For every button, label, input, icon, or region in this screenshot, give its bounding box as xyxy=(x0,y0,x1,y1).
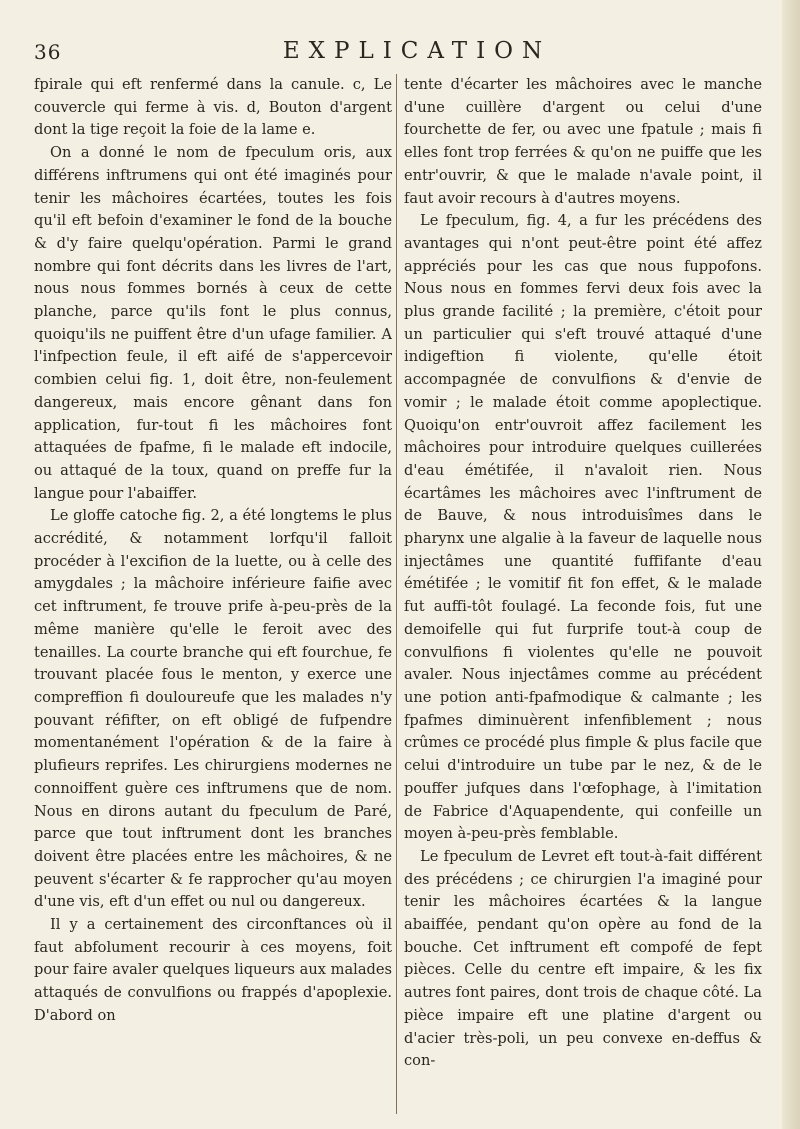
running-title: EXPLICATION xyxy=(282,38,552,64)
page-edge xyxy=(782,0,800,1129)
column-divider xyxy=(396,74,397,1114)
page-header xyxy=(34,38,760,68)
paragraph: On a donné le nom de fpeculum oris, aux différens inftrumens qui ont été imaginés pour tenir les mâchoires écartées, toutes les fois qu'il eft befoin d'examiner le fond de la bouche & d'y faire quelqu'opération. Parmi le grand nombre qui font décrits dans les livres de l'art, nous nous fommes bornés à ceux de cette planche, parce qu'ils font le plus connus, quoiqu'ils ne puiffent être d'un ufage familier. A l'infpection feule, il eft aifé de s'appercevoir combien celui fig. 1, doit être, non-feulement dangereux, mais encore gênant dans fon application, fur-tout fi les mâchoires font attaquées de fpafme, fi le malade eft indocile, ou attaqué de la toux, quand on preffe fur la langue pour l'abaiffer. xyxy=(34,144,392,502)
paragraph: tente d'écarter les mâchoires avec le manche d'une cuillère d'argent ou celui d'une fourchette de fer, ou avec une fpatule ; mais fi elles font trop ferrées & qu'on ne puiffe que les entr'ouvrir, & que le malade n'avale point, il faut avoir recours à d'autres moyens. xyxy=(404,76,762,207)
left-column xyxy=(34,74,392,1114)
paragraph: Le fpeculum, fig. 4, a fur les précédens des avantages qui n'ont peut-être point été affez appréciés pour les cas que nous fuppofons. Nous nous en fommes fervi deux fois avec la plus grande facilité ; la première, c'étoit pour un particulier qui s'eft trouvé attaqué d'une indigeftion fi violente, qu'elle étoit accompagnée de convulfions & d'envie de vomir ; le malade étoit comme apoplectique. Quoiqu'on entr'ouvroit affez facilement les mâchoires pour introduire quelques cuillerées d'eau émétifée, il n'avaloit rien. Nous écartâmes les mâchoires avec l'inftrument de de Bauve, & nous introduisîmes dans le pharynx une algalie à la faveur de laquelle nous injectâmes une quantité fuffifante d'eau émétifée ; le vomitif fit fon effet, & le malade fut auffi-tôt foulagé. La feconde fois, fut une demoifelle qui fut furprife tout-à coup de convulfions fi violentes qu'elle ne pouvoit avaler. Nous injectâmes comme au précédent une potion anti-fpafmodique & calmante ; les fpafmes diminuèrent infenfiblement ; nous crûmes ce procédé plus fimple & plus facile que celui d'introduire un tube par le nez, & de le pouffer jufques dans l'œfophage, à l'imitation de Fabrice d'Aquapendente, qui confeille un moyen à-peu-près femblable. xyxy=(404,212,762,843)
paragraph: Il y a certainement des circonftances où il faut abfolument recourir à ces moyens, foit pour faire avaler quelques liqueurs aux malades attaqués de convulfions ou frappés d'apoplexie. D'abord on xyxy=(34,916,392,1024)
paragraph: fpirale qui eft renfermé dans la canule. c, Le couvercle qui ferme à vis. d, Bouton d'argent dont la tige reçoit la foie de la lame e. xyxy=(34,76,392,139)
right-column xyxy=(404,74,762,1114)
paragraph: Le gloffe catoche fig. 2, a été longtems le plus accrédité, & notamment lorfqu'il falloit procéder à l'excifion de la luette, ou à celle des amygdales ; la mâchoire inférieure faifie avec cet inftrument, fe trouve prife à-peu-près de la même manière qu'elle le feroit avec des tenailles. La courte branche qui eft fourchue, fe trouvant placée fous le menton, y exerce une compreffion fi douloureufe que les malades n'y pouvant réfifter, on eft obligé de fufpendre momentanément l'opération & de la faire à plufieurs reprifes. Les chirurgiens modernes ne connoiffent guère ces inftrumens que de nom. Nous en dirons autant du fpeculum de Paré, parce que tout inftrument dont les branches doivent être placées entre les mâchoires, & ne peuvent s'écarter & fe rapprocher qu'au moyen d'une vis, eft d'un effet ou nul ou dangereux. xyxy=(34,507,392,911)
page-number: 36 xyxy=(34,40,62,64)
paragraph: Le fpeculum de Levret eft tout-à-fait différent des précédens ; ce chirurgien l'a imaginé pour tenir les mâchoires écartées & la langue abaiffée, pendant qu'on opère au fond de la bouche. Cet inftrument eft compofé de fept pièces. Celle du centre eft impaire, & les fix autres font paires, dont trois de chaque côté. La pièce impaire eft une platine d'argent ou d'acier très-poli, un peu convexe en-deffus & con- xyxy=(404,847,762,1070)
